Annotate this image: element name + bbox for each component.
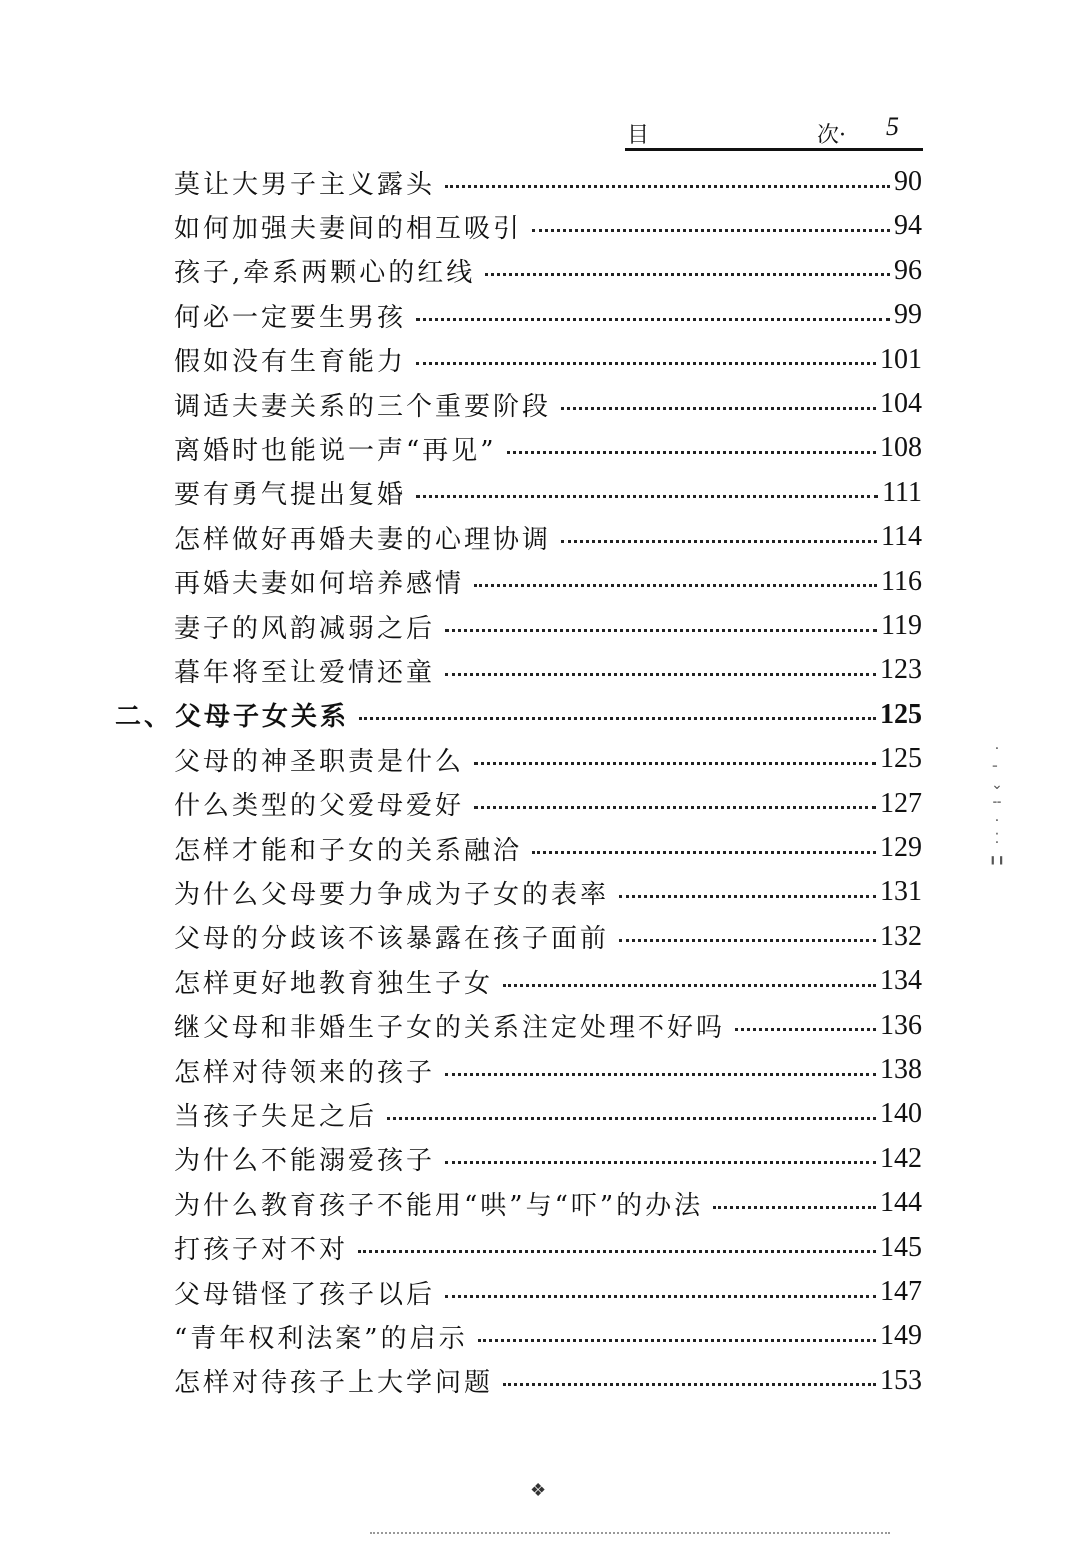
page-number: 114 [881, 521, 922, 553]
page-number: 125 [880, 743, 922, 775]
dot-leader [387, 1117, 876, 1120]
toc-entry [174, 1272, 922, 1312]
dot-leader [532, 851, 876, 854]
toc-entry [174, 1228, 922, 1268]
page-number: 129 [880, 832, 922, 863]
page-number: 134 [880, 965, 922, 997]
toc-entry [174, 1361, 922, 1401]
page-number: 125 [880, 698, 922, 730]
toc-entry [174, 606, 922, 646]
toc-entry [174, 428, 922, 468]
entry-title: 如何加强夫妻间的相互吸引 [174, 213, 523, 244]
section-title [115, 696, 349, 733]
dot-leader [445, 1073, 876, 1076]
header-page-number: 5 [886, 112, 899, 141]
dot-leader [474, 762, 876, 765]
page-number: 147 [880, 1276, 922, 1307]
toc-entry [174, 961, 922, 1001]
entry-title: 为什么父母要力争成为子女的表率 [174, 879, 610, 910]
page-number: 140 [880, 1098, 922, 1130]
page-number: 90 [894, 166, 922, 197]
page-number: 104 [880, 388, 922, 419]
scan-artifact-line [370, 1532, 890, 1534]
toc-entry [174, 1316, 922, 1356]
toc-entry [174, 295, 922, 335]
dot-leader [735, 1028, 876, 1031]
dot-leader [445, 1161, 876, 1164]
dot-leader [713, 1206, 876, 1209]
entry-title: 为什么不能溺爱孩子 [174, 1146, 436, 1177]
toc-entry [174, 1006, 922, 1046]
page-number: 94 [894, 210, 922, 242]
dot-leader [619, 895, 876, 898]
entry-title: 再婚夫妻如何培养感情 [174, 569, 465, 600]
page-number: 119 [881, 610, 922, 641]
entry-title: 父母错怪了孩子以后 [174, 1279, 436, 1310]
toc-section-heading [115, 695, 922, 735]
entry-title: 为什么教育孩子不能用“哄”与“吓”的办法 [174, 1190, 704, 1221]
toc-entry [174, 739, 922, 779]
entry-title: 莫让大男子主义露头 [174, 169, 436, 200]
entry-title: 孩子,牵系两颗心的红线 [174, 258, 476, 289]
running-header [625, 112, 923, 151]
entry-title: 调适夫妻关系的三个重要阶段 [174, 391, 552, 422]
page-number: 99 [894, 299, 922, 331]
entry-title: 怎样对待领来的孩子 [174, 1057, 436, 1088]
entry-title: 假如没有生育能力 [174, 347, 407, 378]
scan-edge-mark: · ╴ ⌄ ╌ · ⁚ ╻╻ [988, 741, 1006, 865]
entry-title: 当孩子失足之后 [174, 1101, 378, 1132]
page-number: 138 [880, 1054, 922, 1085]
toc-entry [174, 162, 922, 202]
toc-entry [174, 1094, 922, 1134]
page-number: 142 [880, 1142, 922, 1174]
dot-leader [359, 717, 876, 720]
page-number: 132 [880, 920, 922, 952]
dot-leader [445, 673, 876, 676]
page-number: 111 [882, 476, 922, 508]
toc-entry [174, 1139, 922, 1179]
entry-title: 父母的神圣职责是什么 [174, 746, 465, 777]
toc-entry [174, 473, 922, 513]
toc-entry [174, 917, 922, 957]
entry-title: 妻子的风韵减弱之后 [174, 613, 436, 644]
dot-leader [416, 318, 890, 321]
entry-title: 打孩子对不对 [174, 1235, 349, 1266]
toc-entry [174, 1050, 922, 1090]
toc-entry [174, 828, 922, 868]
entry-title: 怎样对待孩子上大学问题 [174, 1368, 494, 1399]
page-number: 116 [881, 565, 922, 597]
page-number: 153 [880, 1364, 922, 1396]
page-number: 131 [880, 876, 922, 908]
page-number: 149 [880, 1320, 922, 1352]
page-number: 108 [880, 432, 922, 464]
section-number: 二、 [115, 702, 174, 733]
dot-leader [503, 1383, 876, 1386]
section-title-text: 父母子女关系 [175, 702, 350, 733]
entry-title: 父母的分歧该不该暴露在孩子面前 [174, 924, 610, 955]
dot-leader [561, 540, 877, 543]
dot-leader [485, 273, 890, 276]
dot-leader [561, 407, 876, 410]
entry-title: “青年权利法案”的启示 [174, 1323, 468, 1354]
entry-title: 什么类型的父爱母爱好 [174, 791, 465, 822]
page-number: 144 [880, 1187, 922, 1219]
dot-leader [478, 1339, 876, 1342]
dot-leader [445, 629, 877, 632]
dot-leader [358, 1250, 876, 1253]
entry-title: 继父母和非婚生子女的关系注定处理不好吗 [174, 1013, 726, 1044]
dot-leader [532, 229, 890, 232]
entry-title: 要有勇气提出复婚 [174, 480, 407, 511]
dot-leader [445, 185, 890, 188]
dot-leader [503, 984, 876, 987]
header-left-label: 目 [627, 123, 650, 148]
toc-entry [174, 340, 922, 380]
toc-entry [174, 206, 922, 246]
toc-entry [174, 251, 922, 291]
header-right-label: 次· [817, 123, 846, 148]
dot-leader [474, 806, 876, 809]
entry-title: 离婚时也能说一声“再见” [174, 435, 497, 466]
dot-leader [619, 939, 876, 942]
dot-leader [507, 451, 876, 454]
page-number: 136 [880, 1009, 922, 1041]
toc-entry [174, 1183, 922, 1223]
page-number: 96 [894, 254, 922, 286]
entry-title: 暮年将至让爱情还童 [174, 657, 436, 688]
page-number: 101 [880, 343, 922, 375]
dot-leader [416, 362, 876, 365]
dot-leader [474, 584, 877, 587]
entry-title: 何必一定要生男孩 [174, 302, 407, 333]
toc-entry [174, 562, 922, 602]
page-number: 145 [880, 1231, 922, 1263]
toc-entry [174, 650, 922, 690]
entry-title: 怎样才能和子女的关系融洽 [174, 835, 523, 866]
toc-entry [174, 784, 922, 824]
toc-entry [174, 517, 922, 557]
footer-ink-blot: ❖ [530, 1480, 547, 1501]
page-number: 127 [880, 787, 922, 819]
dot-leader [445, 1295, 876, 1298]
entry-title: 怎样更好地教育独生子女 [174, 968, 494, 999]
toc-entry [174, 872, 922, 912]
toc-entry [174, 384, 922, 424]
page-number: 123 [880, 654, 922, 686]
dot-leader [416, 495, 878, 498]
entry-title: 怎样做好再婚夫妻的心理协调 [174, 524, 552, 555]
